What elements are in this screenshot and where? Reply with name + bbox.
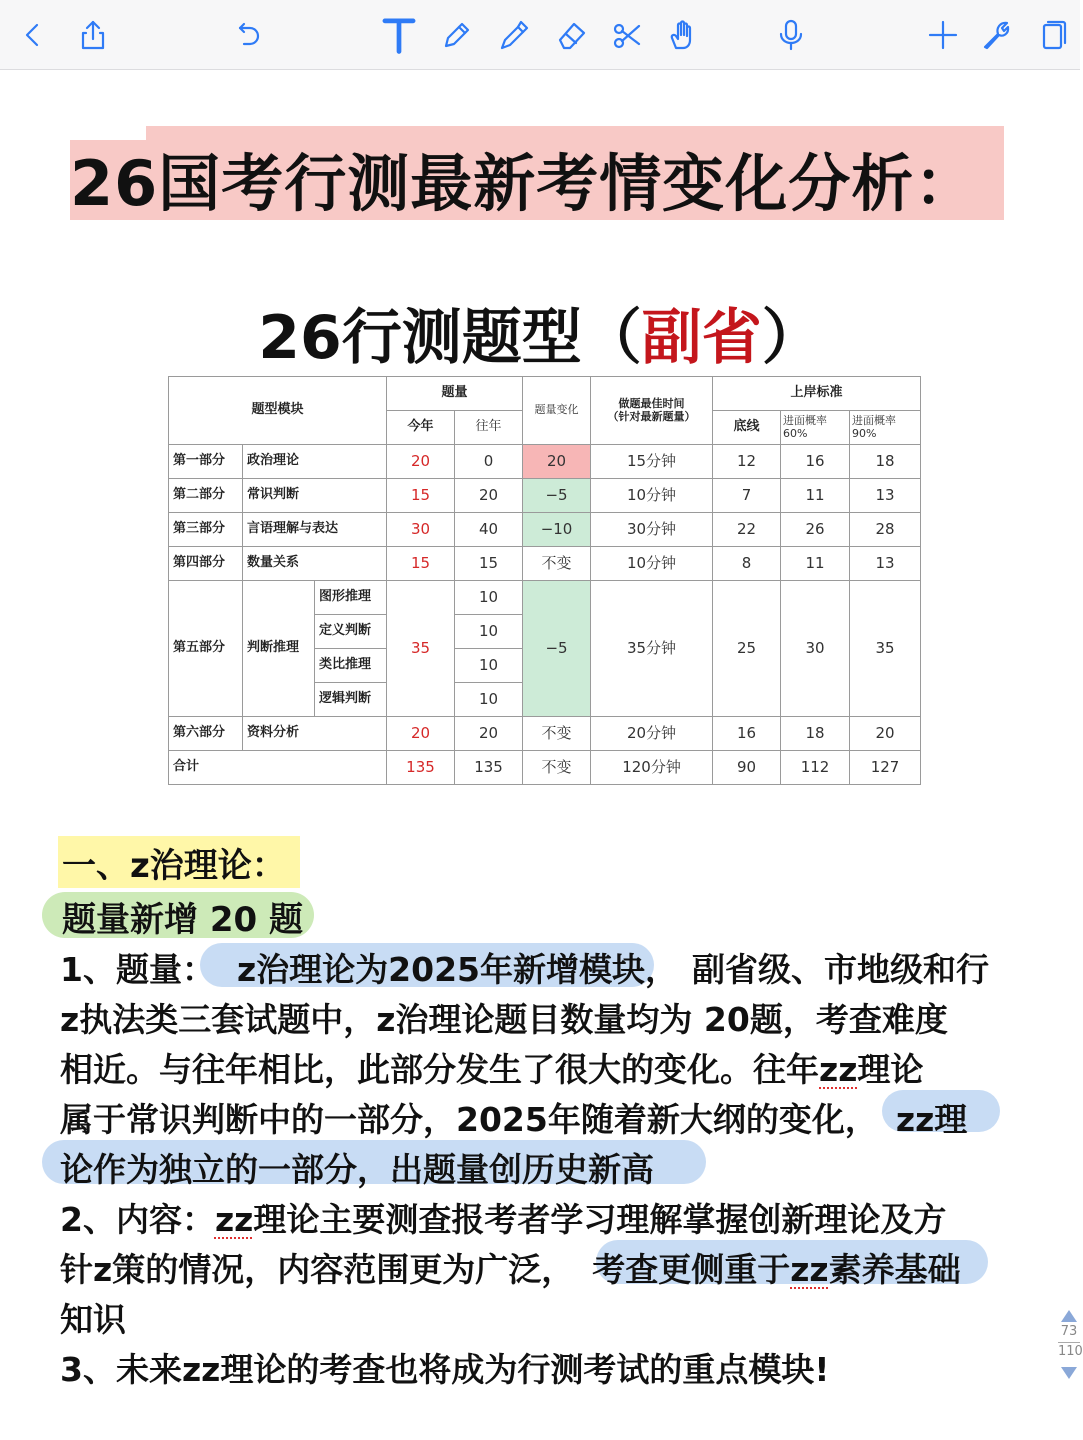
header-baseline: 底线 <box>713 411 781 445</box>
row-part: 第五部分 <box>169 581 243 717</box>
sub-past: 10 <box>455 581 523 615</box>
sub-name: 逻辑判断 <box>315 683 387 717</box>
row-baseline: 22 <box>713 513 781 547</box>
row-past: 40 <box>455 513 523 547</box>
note-text: 理论主要测查报考者学习理解掌握创新理论及方 <box>253 1200 947 1239</box>
note-text: zz <box>819 1050 858 1089</box>
row-baseline: 25 <box>713 581 781 717</box>
exam-structure-table <box>168 376 921 785</box>
row-change: 不变 <box>523 717 591 751</box>
row-time: 10分钟 <box>591 479 713 513</box>
undo-icon[interactable] <box>224 12 270 58</box>
row-p90: 20 <box>850 717 921 751</box>
table-row <box>169 547 921 581</box>
row-p60: 30 <box>781 581 850 717</box>
back-icon[interactable] <box>10 12 56 58</box>
eraser-icon[interactable] <box>548 12 594 58</box>
note-line-6 <box>60 1194 946 1241</box>
row-name: 判断推理 <box>243 581 315 717</box>
row-now: 30 <box>387 513 455 547</box>
row-part: 第三部分 <box>169 513 243 547</box>
header-time-line2: （针对最新题量） <box>607 409 696 423</box>
row-p60: 11 <box>781 547 850 581</box>
row-part: 第四部分 <box>169 547 243 581</box>
row-change: 不变 <box>523 547 591 581</box>
note-line-2: z执法类三套试题中，z治理论题目数量均为 20题，考查难度 <box>60 1000 948 1039</box>
row-p60: 18 <box>781 717 850 751</box>
total-label: 合计 <box>169 751 387 785</box>
row-now: 15 <box>387 547 455 581</box>
page-title: 26国考行测最新考情变化分析： <box>70 147 978 220</box>
sub-past: 10 <box>455 683 523 717</box>
header-time-line1: 做题最佳时间 <box>618 397 685 411</box>
note-text: 2、内容： <box>60 1200 215 1239</box>
note-text: 副省级、市地级和行 <box>692 950 990 989</box>
row-part: 第一部分 <box>169 445 243 479</box>
note-line-5: 论作为独立的一部分，出题量创历史新高 <box>60 1150 654 1189</box>
row-p90: 18 <box>850 445 921 479</box>
page-icon[interactable] <box>1030 12 1076 58</box>
microphone-icon[interactable] <box>768 12 814 58</box>
row-time: 15分钟 <box>591 445 713 479</box>
row-p90: 13 <box>850 479 921 513</box>
total-time: 120分钟 <box>591 751 713 785</box>
page-down-icon[interactable] <box>1061 1367 1077 1379</box>
note-text: 理论 <box>857 1050 924 1089</box>
section-tag: 题量新增 20 题 <box>62 900 303 940</box>
sub-past: 10 <box>455 649 523 683</box>
row-name: 言语理解与表达 <box>243 513 387 547</box>
note-line-1 <box>60 944 989 991</box>
total-p90: 127 <box>850 751 921 785</box>
row-p90: 35 <box>850 581 921 717</box>
toolbar <box>0 0 1080 70</box>
row-past: 0 <box>455 445 523 479</box>
table-header-row <box>169 377 921 411</box>
table-row <box>169 581 921 615</box>
row-part: 第二部分 <box>169 479 243 513</box>
total-baseline: 90 <box>713 751 781 785</box>
table-row <box>169 479 921 513</box>
row-past: 15 <box>455 547 523 581</box>
table-title-highlight: 副省 <box>641 303 762 373</box>
sub-name: 类比推理 <box>315 649 387 683</box>
table-row <box>169 513 921 547</box>
note-line-3 <box>60 1044 923 1091</box>
text-tool-icon[interactable] <box>376 12 422 58</box>
current-page: 73 <box>1060 1324 1078 1339</box>
sub-name: 图形推理 <box>315 581 387 615</box>
wrench-icon[interactable] <box>974 12 1020 58</box>
add-icon[interactable] <box>920 12 966 58</box>
note-line-8: 知识 <box>60 1300 126 1339</box>
row-p60: 11 <box>781 479 850 513</box>
header-change: 题量变化 <box>523 377 591 445</box>
row-baseline: 16 <box>713 717 781 751</box>
note-text: 针z策的情况，内容范围更为广泛， <box>60 1250 575 1289</box>
row-change: 20 <box>523 445 591 479</box>
section-heading: 一、z治理论： <box>62 846 286 886</box>
note-highlight-text: 素养基础 <box>828 1250 961 1289</box>
header-this-year: 今年 <box>387 411 455 445</box>
row-now: 15 <box>387 479 455 513</box>
row-baseline: 8 <box>713 547 781 581</box>
scissors-icon[interactable] <box>604 12 650 58</box>
note-highlight-text: zz理 <box>895 1100 968 1139</box>
share-icon[interactable] <box>70 12 116 58</box>
header-time <box>591 377 713 445</box>
row-p60: 16 <box>781 445 850 479</box>
header-p90: 进面概率90% <box>850 411 921 445</box>
row-name: 政治理论 <box>243 445 387 479</box>
row-baseline: 12 <box>713 445 781 479</box>
total-change: 不变 <box>523 751 591 785</box>
header-p60: 进面概率60% <box>781 411 850 445</box>
table-title <box>0 290 1080 376</box>
table-row <box>169 717 921 751</box>
note-highlight-text: zz <box>790 1250 829 1289</box>
page-indicator[interactable] <box>1058 1310 1083 1410</box>
table-title-prefix: 26行测题型（ <box>258 303 642 373</box>
row-name: 资料分析 <box>243 717 387 751</box>
total-pages: 110 <box>1058 1344 1083 1359</box>
row-change: −5 <box>523 581 591 717</box>
note-text: zz <box>214 1200 254 1239</box>
table-title-suffix: ） <box>761 303 822 373</box>
highlighter-icon[interactable] <box>490 12 536 58</box>
hand-icon[interactable] <box>660 12 706 58</box>
row-now: 20 <box>387 445 455 479</box>
total-now: 135 <box>387 751 455 785</box>
page-up-icon[interactable] <box>1061 1310 1077 1322</box>
note-highlight-text: 考查更侧重于 <box>592 1250 791 1289</box>
header-count: 题量 <box>387 377 523 411</box>
sub-name: 定义判断 <box>315 615 387 649</box>
row-change: −5 <box>523 479 591 513</box>
header-standard: 上岸标准 <box>713 377 921 411</box>
total-p60: 112 <box>781 751 850 785</box>
pen-icon[interactable] <box>432 12 478 58</box>
row-baseline: 7 <box>713 479 781 513</box>
total-past: 135 <box>455 751 523 785</box>
row-time: 35分钟 <box>591 581 713 717</box>
note-highlight-text: z治理论为2025年新增模块， <box>236 950 679 989</box>
row-p60: 26 <box>781 513 850 547</box>
row-p90: 28 <box>850 513 921 547</box>
table-row <box>169 445 921 479</box>
header-module: 题型模块 <box>169 377 387 445</box>
note-text: 1、题量： <box>60 950 215 989</box>
row-now: 35 <box>387 581 455 717</box>
note-line-4 <box>60 1094 967 1141</box>
row-now: 20 <box>387 717 455 751</box>
row-time: 10分钟 <box>591 547 713 581</box>
row-part: 第六部分 <box>169 717 243 751</box>
row-past: 20 <box>455 717 523 751</box>
note-line-9: 3、未来zz理论的考查也将成为行测考试的重点模块! <box>60 1350 830 1389</box>
note-line-7 <box>60 1244 961 1291</box>
row-change: −10 <box>523 513 591 547</box>
sub-past: 10 <box>455 615 523 649</box>
row-time: 30分钟 <box>591 513 713 547</box>
note-text: 相近。与往年相比，此部分发生了很大的变化。往年 <box>60 1050 819 1089</box>
table-total-row <box>169 751 921 785</box>
row-past: 20 <box>455 479 523 513</box>
row-time: 20分钟 <box>591 717 713 751</box>
header-past-year: 往年 <box>455 411 523 445</box>
row-name: 数量关系 <box>243 547 387 581</box>
note-text: 属于常识判断中的一部分，2025年随着新大纲的变化， <box>60 1100 878 1139</box>
row-p90: 13 <box>850 547 921 581</box>
row-name: 常识判断 <box>243 479 387 513</box>
